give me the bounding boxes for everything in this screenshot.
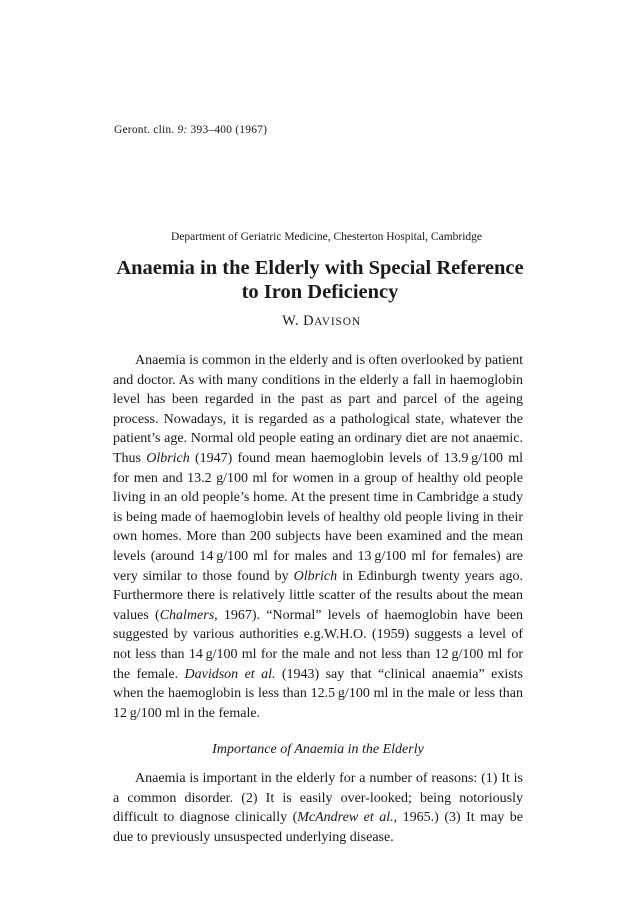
journal-citation: [114, 124, 267, 136]
paragraph-intro: [113, 351, 523, 723]
citation-ref: Chalmers,: [159, 607, 218, 623]
section-heading: Importance of Anaemia in the Elderly: [212, 742, 424, 757]
text-run: 1967). “Normal” levels of haemoglobin have been suggested by various authorities e.g.W.H.O. (1959) suggests a level of not less than 14 g/100 ml for the male and not less than 12 g/100 ml for the female.: [113, 607, 524, 682]
text-run: in Edinburgh twenty years ago. Furthermore there is relatively little scatter of the results about the mean values (: [113, 568, 523, 623]
text-run: 1965.) (3) It may be due to previously unsuspected underlying disease.: [113, 810, 523, 845]
citation-pages: 393–400 (1967): [190, 124, 268, 136]
author-initial: W.: [282, 313, 300, 329]
article-title: Anaemia in the Elderly with Special Reference to Iron Deficiency: [116, 257, 524, 303]
text-run: Anaemia is important in the elderly for a number of reasons: (1) It is a common disorder. (2) It is easily over-looked; being notoriously difficult to diagnose clinically (: [113, 771, 523, 826]
author-surname-rest: AVISON: [314, 316, 361, 328]
text-run: Anaemia is common in the elderly and is often overlooked by patient and doctor. As with many conditions in the elderly a fall in haemoglobin level has been regarded in the past as part and parcel of the ageing process. Nowadays, it is regarded as a pathological state, whatever the patient’s age. Normal old people eating an ordinary diet are not anaemic. Thus: [113, 353, 523, 466]
citation-ref: McAndrew et al.,: [297, 810, 398, 826]
citation-volume: 9:: [177, 124, 188, 136]
body-section-intro: [113, 351, 523, 723]
paragraph-importance: [113, 769, 523, 847]
body-section-importance: [113, 769, 523, 847]
citation-ref: Olbrich: [146, 450, 190, 466]
citation-journal: Geront. clin.: [114, 124, 175, 136]
author-name: [0, 313, 643, 330]
text-run: (1943) say that “clinical anaemia” exists when the haemoglobin is less than 12.5 g/100 ml in the male or less than 12 g/100 ml in the female.: [113, 666, 524, 721]
citation-ref: Davidson et al.: [184, 666, 276, 682]
citation-ref: Olbrich: [293, 568, 338, 584]
text-run: (1947) found mean haemoglobin levels of 13.9 g/100 ml for men and 13.2 g/100 ml for women in a group of healthy old people living in an old people’s home. At the present time in Cambridge a study is being made of haemoglobin levels of healthy old people living in their own homes. More than 200 subjects have been examined and the mean levels (around 14 g/100 ml for males and 13 g/100 ml for females) are very similar to those found by: [113, 450, 523, 584]
author-surname-first: D: [303, 313, 315, 329]
department-affiliation: Department of Geriatric Medicine, Chesterton Hospital, Cambridge: [170, 231, 483, 243]
